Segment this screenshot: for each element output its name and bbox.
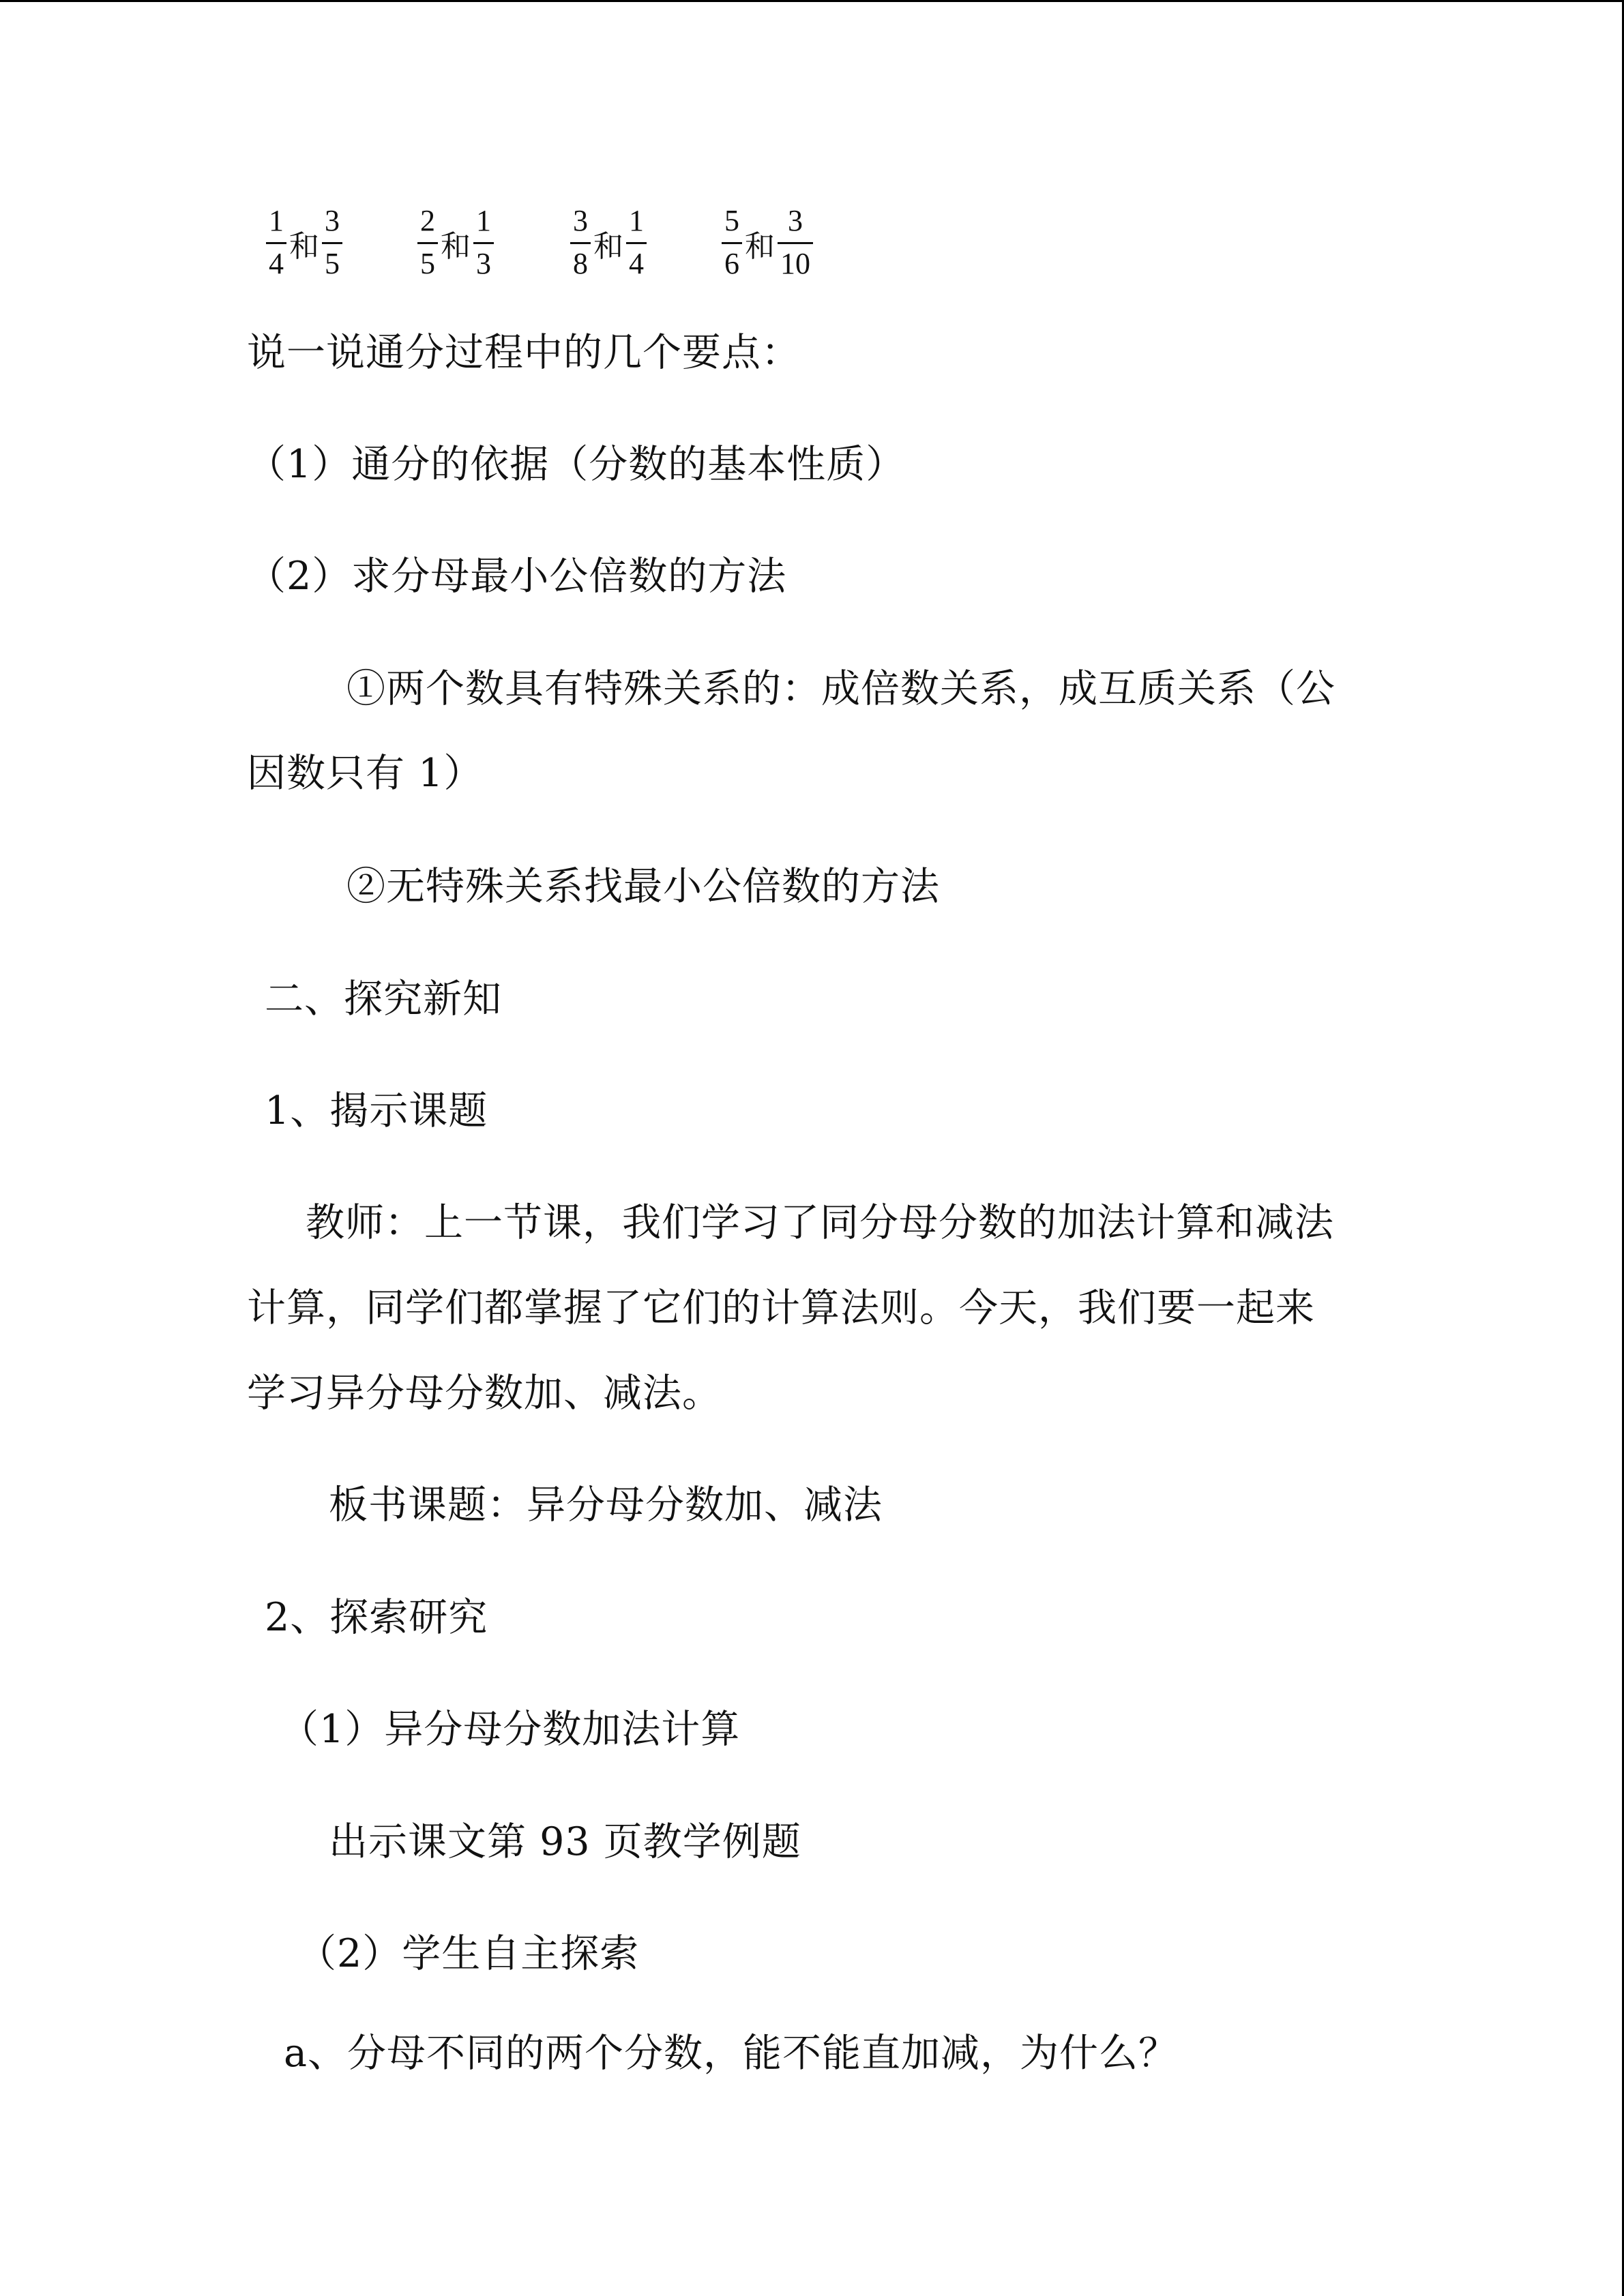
denominator: 6 (724, 246, 739, 280)
section-heading-explore: 二、探究新知 (265, 976, 502, 1022)
fraction-bar (417, 242, 438, 244)
fraction (626, 204, 647, 281)
fraction (570, 204, 591, 281)
example-reference: 出示课文第 93 页教学例题 (329, 1819, 801, 1864)
fraction-bar (473, 242, 494, 244)
denominator: 10 (780, 246, 810, 280)
fraction-join-word: 和 (441, 229, 471, 264)
fraction-join-word: 和 (745, 229, 775, 264)
fraction-pair-4 (722, 198, 813, 286)
teacher-paragraph-line-2: 计算，同学们都掌握了它们的计算法则。今天，我们要一起来 (247, 1285, 1315, 1330)
research-item-1: （1）异分母分数加法计算 (280, 1707, 741, 1752)
numerator: 3 (325, 203, 340, 237)
fraction (417, 204, 438, 281)
question-a: a、分母不同的两个分数，能不能直加减，为什么？ (284, 2031, 1178, 2076)
denominator: 3 (476, 246, 491, 280)
research-item-2: （2）学生自主探索 (297, 1931, 640, 1976)
denominator: 4 (269, 246, 284, 280)
point-2-sub-1-cont: 因数只有 1） (247, 751, 484, 796)
fraction (322, 204, 342, 281)
fraction (473, 204, 494, 281)
denominator: 8 (573, 246, 588, 280)
fraction-bar (570, 242, 591, 244)
point-2-sub-2: ②无特殊关系找最小公倍数的方法 (346, 864, 940, 909)
fraction-bar (322, 242, 342, 244)
denominator: 4 (629, 246, 644, 280)
numerator: 5 (724, 203, 739, 237)
fraction-pair-3 (570, 198, 647, 286)
numerator: 3 (788, 203, 803, 237)
key-points-intro: 说一说通分过程中的几个要点： (247, 330, 801, 375)
numerator: 2 (420, 203, 435, 237)
fraction-pair-1 (266, 198, 342, 286)
fraction-bar (722, 242, 742, 244)
point-2-sub-1: ①两个数具有特殊关系的：成倍数关系，成互质关系（公 (346, 666, 1335, 711)
fraction (266, 204, 286, 281)
fraction-join-word: 和 (593, 229, 623, 264)
denominator: 5 (420, 246, 435, 280)
fraction (722, 204, 742, 281)
fraction (778, 204, 813, 281)
fraction-bar (626, 242, 647, 244)
point-1: （1）通分的依据（分数的基本性质） (247, 442, 906, 487)
numerator: 1 (629, 203, 644, 237)
teacher-paragraph-line-3: 学习异分母分数加、减法。 (247, 1371, 722, 1416)
fraction-bar (778, 242, 813, 244)
teacher-paragraph-line-1: 教师：上一节课，我们学习了同分母分数的加法计算和减法 (306, 1200, 1334, 1245)
numerator: 1 (476, 203, 491, 237)
numerator: 3 (573, 203, 588, 237)
subheading-research: 2、探索研究 (265, 1595, 488, 1640)
fraction-join-word: 和 (289, 229, 319, 264)
fraction-pair-2 (417, 198, 494, 286)
point-2: （2）求分母最小公倍数的方法 (247, 554, 787, 599)
subheading-topic: 1、揭示课题 (265, 1088, 488, 1133)
board-title: 板书课题：异分母分数加、减法 (329, 1482, 883, 1527)
fraction-bar (266, 242, 286, 244)
numerator: 1 (269, 203, 284, 237)
denominator: 5 (325, 246, 340, 280)
